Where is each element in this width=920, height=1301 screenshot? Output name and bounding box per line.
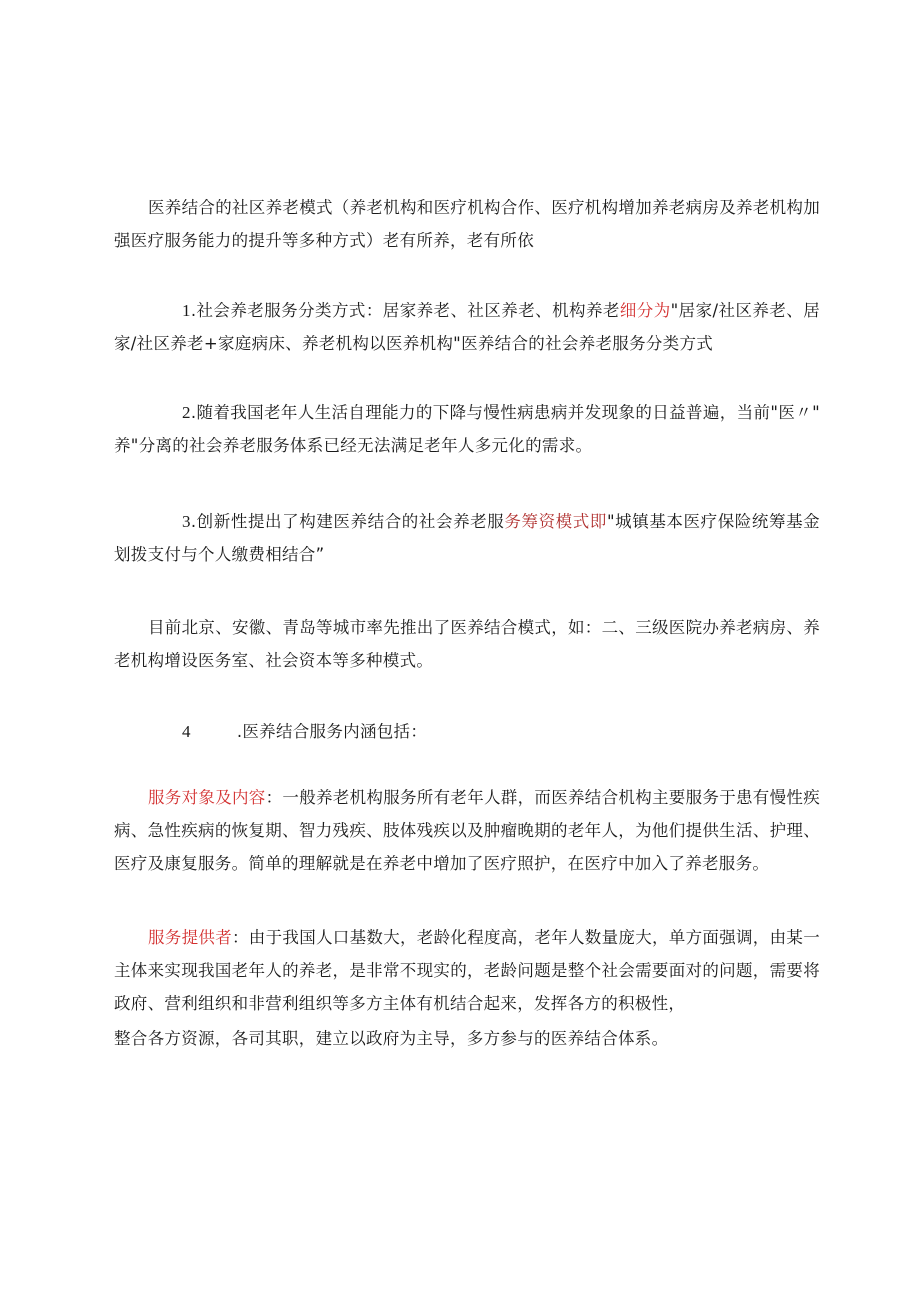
paragraph-conclusion (114, 1022, 820, 1055)
service-targets-label: 服务对象及内容 (148, 788, 266, 807)
service-targets-text: ：一般养老机构服务所有老年人群，而医养结合机构主要服务于患有慢性疾病、急性疾病的恢复期、智力残疾、肢体残疾以及肿瘤晚期的老年人，为他们提供生活、护理、医疗及康复服务。简单的理解就是在养老中增加了医疗照护，在医疗中加入了养老服务。 (114, 788, 821, 873)
service-providers-text: ：由于我国人口基数大，老龄化程度高，老年人数量庞大，单方面强调，由某一主体来实现我国老年人的养老，是非常不现实的，老龄问题是整个社会需要面对的问题，需要将政府、营利组织和非营利组织等多方主体有机结合起来，发挥各方的积极性， (114, 928, 820, 1013)
service-providers-label: 服务提供者 (148, 928, 232, 947)
paragraph-cities (114, 611, 820, 677)
item-1-text-post: "居家/社区养老、居家/社区养老+家庭病床、养老机构以医养机构"医养结合的社会养老服务分类方式 (114, 301, 821, 353)
paragraph-item-2 (114, 396, 820, 462)
item-4-text: .医养结合服务内涵包括： (236, 722, 428, 741)
item-number: 3 (182, 512, 191, 531)
paragraph-item-3 (114, 505, 820, 571)
item-2-text: .随着我国老年人生活自理能力的下降与慢性病患病并发现象的日益普遍，当前"医〃" 养"分离的社会养老服务体系已经无法满足老年人多元化的需求。 (114, 403, 820, 455)
item-1-text-pre: .社会养老服务分类方式：居家养老、社区养老、机构养老 (190, 301, 620, 320)
paragraph-service-targets (114, 781, 820, 880)
item-3-text-pre: .创新性提出了构建医养结合的社会养老服 (190, 512, 505, 531)
intro-text: 医养结合的社区养老模式（养老机构和医疗机构合作、医疗机构增加养老病房及养老机构加强医疗服务能力的提升等多种方式）老有所养，老有所依 (114, 198, 820, 250)
conclusion-text: 整合各方资源，各司其职，建立以政府为主导，多方参与的医养结合体系。 (114, 1029, 669, 1048)
item-number: 4 (182, 722, 191, 741)
item-3-highlight: 务筹资模式即 (504, 512, 607, 531)
paragraph-item-4 (114, 715, 820, 748)
paragraph-item-1 (114, 294, 820, 360)
cities-text: 目前北京、安徽、青岛等城市率先推出了医养结合模式，如：二、三级医院办养老病房、养老机构增设医务室、社会资本等多种模式。 (114, 618, 820, 670)
item-number: 2 (182, 403, 191, 422)
paragraph-service-providers (114, 921, 820, 1020)
item-3-text-post: "城镇基本医疗保险统筹基金划拨支付与个人缴费相结合” (114, 512, 820, 564)
item-1-highlight: 细分为 (619, 301, 671, 320)
item-number: 1 (182, 301, 191, 320)
paragraph-intro (114, 191, 820, 257)
